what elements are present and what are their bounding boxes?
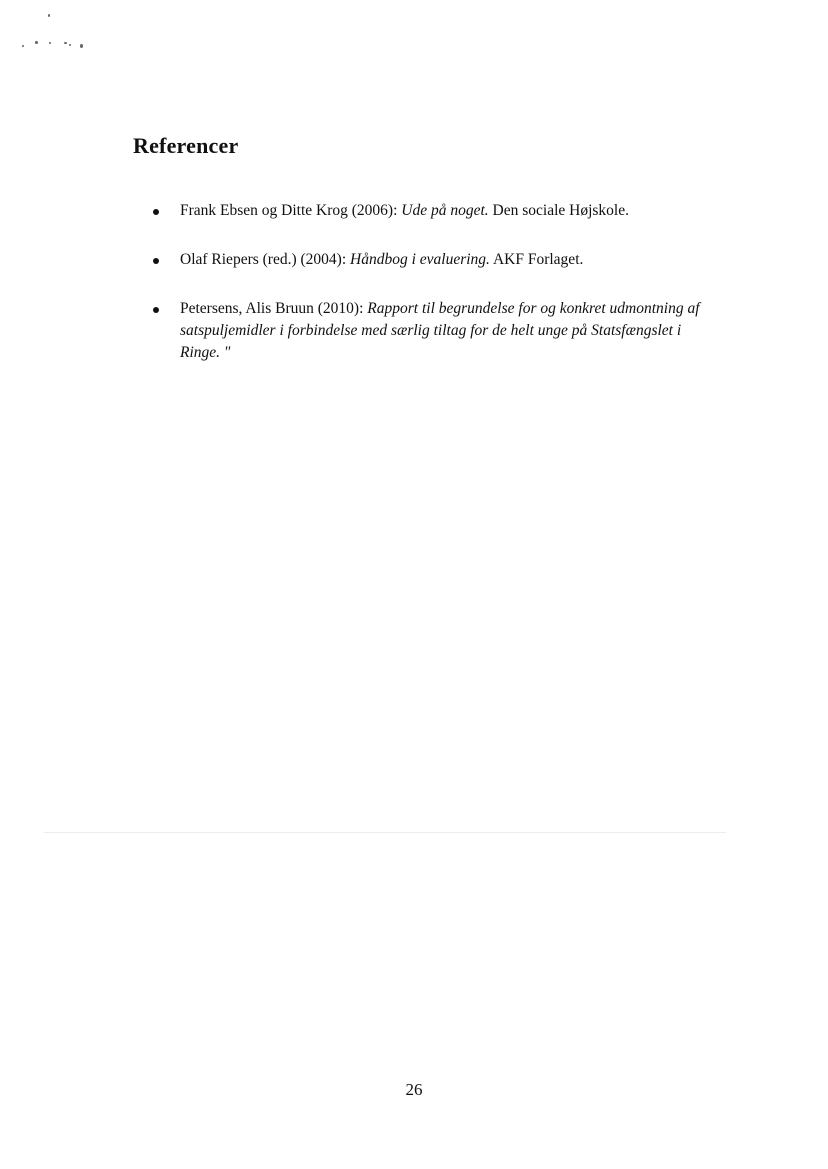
reference-title: Rapport til begrundelse for og konkret udmontning af satspuljemidler i forbindelse med særlig tiltag for de helt unge på Statsfængslet i Ringe. ": [180, 300, 700, 361]
reference-author: Olaf Riepers (red.) (2004):: [180, 251, 351, 268]
reference-item: [152, 200, 712, 222]
reference-item: [152, 298, 712, 364]
reference-publisher: AKF Forlaget.: [489, 251, 584, 268]
bullet-icon: [153, 258, 159, 264]
reference-title: Ude på noget.: [401, 202, 489, 219]
scan-divider-line: [44, 832, 726, 833]
reference-author: Frank Ebsen og Ditte Krog (2006):: [180, 202, 402, 219]
reference-author: Petersens, Alis Bruun (2010):: [180, 300, 368, 317]
page-title: Referencer: [133, 133, 239, 158]
bullet-icon: [153, 209, 159, 215]
page-number: 26: [405, 1080, 423, 1099]
reference-list: [152, 200, 712, 391]
bullet-icon: [153, 307, 159, 313]
reference-title: Håndbog i evaluering.: [350, 251, 490, 268]
reference-item: [152, 249, 712, 271]
reference-publisher: Den sociale Højskole.: [488, 202, 629, 219]
